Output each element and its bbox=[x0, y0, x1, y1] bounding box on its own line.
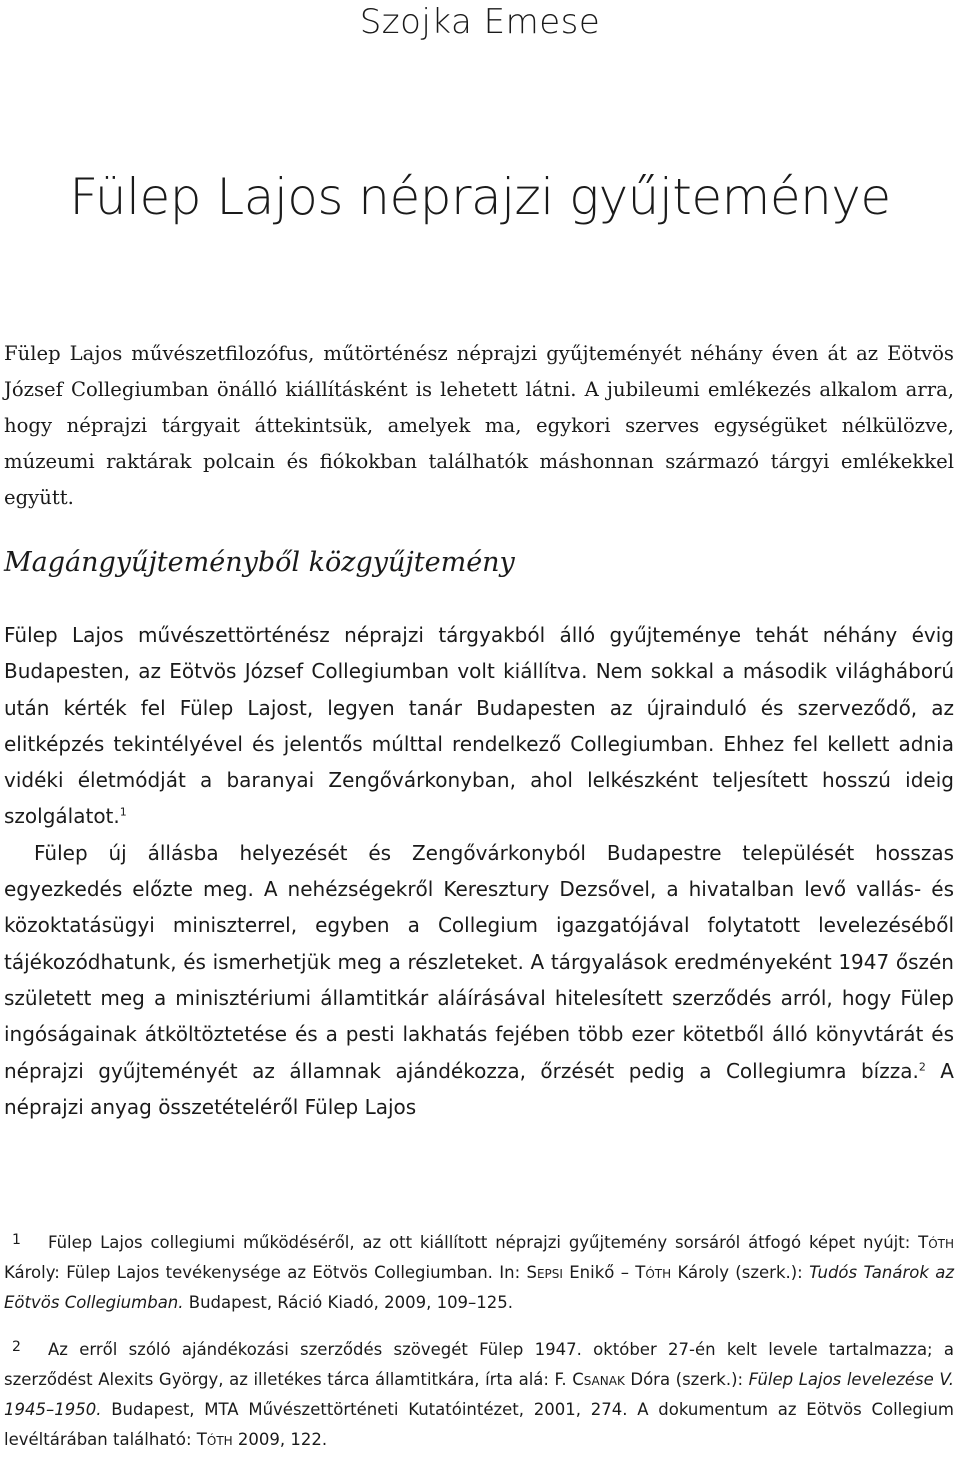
body-paragraph-1 bbox=[4, 617, 954, 835]
footnote-text: Fülep Lajos collegiumi működéséről, az ott kiállított néprajzi gyűjtemény sorsáról átfogó képet nyújt: bbox=[48, 1233, 919, 1252]
author-surname: Tóth bbox=[196, 1430, 233, 1449]
book-title: Fülep Lajos levelezése V. 1945–1950. bbox=[4, 1370, 954, 1419]
author-name: Szojka Emese bbox=[359, 2, 601, 42]
body-text bbox=[4, 617, 954, 1125]
author-surname: Tóth bbox=[635, 1263, 672, 1282]
footnote-text: Károly: Fülep Lajos tevékenysége az Eötvös Collegiumban. In: bbox=[4, 1263, 527, 1282]
footnote-text: Az erről szóló ajándékozási szerződés szövegét Fülep 1947. október 27-én kelt levele tartalmazza; a szerződést Alexits György, az illetékes tárca államtitkára, írta alá: F. bbox=[4, 1340, 954, 1389]
author-surname: Sepsi bbox=[526, 1263, 563, 1282]
footnote-text: Budapest, Ráció Kiadó, 2009, 109–125. bbox=[183, 1293, 514, 1312]
footnote-ref-2[interactable]: 2 bbox=[918, 1059, 926, 1073]
footnote-text: Károly (szerk.): bbox=[671, 1263, 810, 1282]
footnote-2 bbox=[4, 1332, 954, 1455]
article-title: Fülep Lajos néprajzi gyűjteménye bbox=[69, 168, 891, 226]
body-paragraph-2 bbox=[4, 835, 954, 1125]
footnote-text: Budapest, MTA Művészettörténeti Kutatóintézet, 2001, 274. A dokumentum az Eötvös Collegium levéltárában található: bbox=[4, 1400, 954, 1449]
book-title: Tudós Tanárok az Eötvös Collegiumban. bbox=[4, 1263, 955, 1312]
author-surname: Tóth bbox=[918, 1233, 954, 1252]
footnote-number: 1 bbox=[12, 1232, 21, 1248]
footnote-text: 2009, 122. bbox=[232, 1430, 328, 1449]
paragraph-2-text-a: Fülep új állásba helyezését és Zengővárkonyból Budapestre települését hosszas egyezkedés előzte meg. A nehézségekről Keresztury Dezsővel, a hivatalban levő vallás- és közoktatásügyi miniszterrel, egyben a Collegium igazgatójával folytatott levelezéséből tájékozódhatunk, és ismerhetjük meg a részleteket. A tárgyalások eredményeként 1947 őszén született meg a minisztériumi államtitkár aláírásával hitelesített szerződés arról, hogy Fülep ingóságainak átköltöztetése és a pesti lakhatás fejében több ezer kötetből álló könyvtárát és néprajzi gyűjteményét az államnak ajándékozza, őrzését pedig a Collegiumra bízza. bbox=[4, 840, 954, 1083]
footnotes bbox=[4, 1225, 954, 1469]
paragraph-2-text-b: A néprajzi anyag összetételéről Fülep Lajos bbox=[4, 1058, 954, 1119]
footnote-number: 2 bbox=[12, 1339, 21, 1355]
footnote-1 bbox=[4, 1225, 954, 1318]
author-surname: Csanak bbox=[572, 1370, 625, 1389]
footnote-ref-1[interactable]: 1 bbox=[119, 805, 127, 819]
paragraph-1-text: Fülep Lajos művészettörténész néprajzi tárgyakból álló gyűjteménye tehát néhány évig Budapesten, az Eötvös József Collegiumban volt kiállítva. Nem sokkal a második világháború után kérték fel Fülep Lajost, legyen tanár Budapesten az újrainduló és szerveződő, az elitképzés tekintélyével és jelentős múlttal rendelkező Collegiumban. Ehhez fel kellett adnia vidéki életmódját a baranyai Zengővárkonyban, ahol lelkészként teljesített hosszú ideig szolgálatot. bbox=[4, 623, 954, 829]
footnote-text: Enikő – bbox=[562, 1263, 636, 1282]
abstract-paragraph: Fülep Lajos művészetfilozófus, műtörténész néprajzi gyűjteményét néhány éven át az Eötvös József Collegiumban önálló kiállításként is lehetett látni. A jubileumi emlékezés alkalom arra, hogy néprajzi tárgyait áttekintsük, amelyek ma, egykori szerves egységüket nélkülözve, múzeumi raktárak polcain és fiókokban találhatók máshonnan származó tárgyi emlékekkel együtt. bbox=[4, 342, 954, 509]
footnote-text: Dóra (szerk.): bbox=[624, 1370, 749, 1389]
section-heading: Magángyűjteményből közgyűjtemény bbox=[4, 547, 515, 578]
